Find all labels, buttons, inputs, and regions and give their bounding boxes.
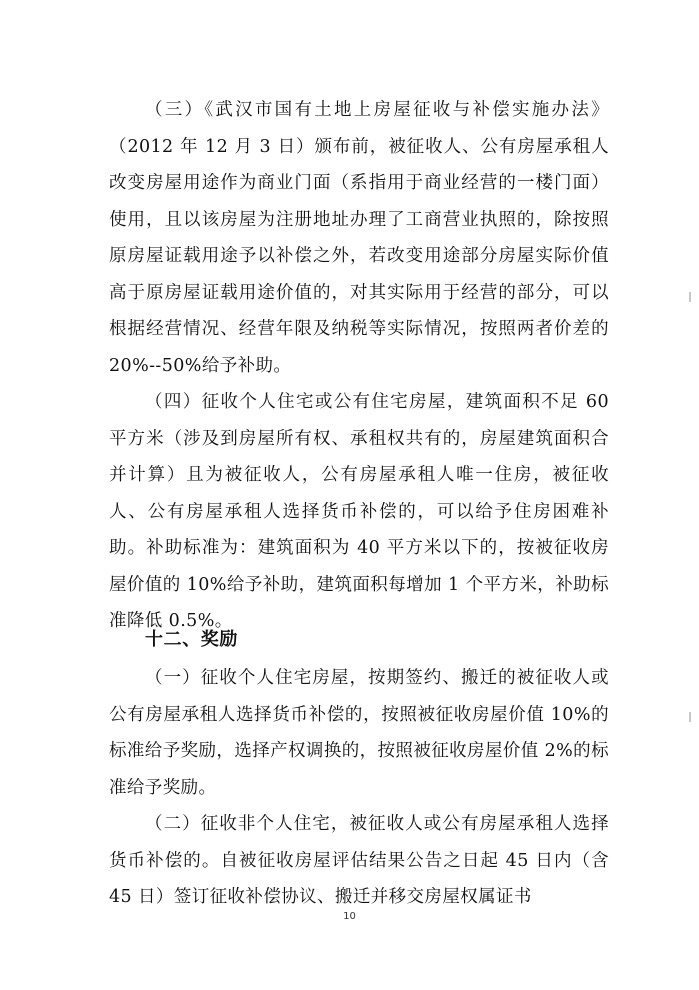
paragraph-reward-1-residential: （一）征收个人住宅房屋，按期签约、搬迁的被征收人或公有房屋承租人选择货币补偿的，按照被征收房屋价值 10%的标准给予奖励，选择产权调换的，按照被征收房屋价值 2%的标准给予奖励。 bbox=[109, 668, 609, 798]
page-number: 10 bbox=[343, 911, 356, 922]
paragraph-item-3-commercial-use: （三）《武汉市国有土地上房屋征收与补偿实施办法》（2012 年 12 月 3 日）颁布前，被征收人、公有房屋承租人改变房屋用途作为商业门面（系指用于商业经营的一楼门面）使用，且以该房屋为注册地址办理了工商营业执照的，除按照原房屋证载用途予以补偿之外，若改变用途部分房屋实际价值高于原房屋证载用途价值的，对其实际用于经营的部分，可以根据经营情况、经营年限及纳税等实际情况，按照两者价差的 20%--50%给予补助。 bbox=[109, 100, 609, 376]
scan-mark bbox=[689, 712, 691, 722]
paragraph-reward-2-non-residential: （二）征收非个人住宅，被征收人或公有房屋承租人选择货币补偿的。自被征收房屋评估结果公告之日起 45 日内（含 45 日）签订征收补偿协议、搬迁并移交房屋权属证书 bbox=[109, 814, 609, 907]
scan-mark bbox=[689, 292, 691, 302]
section-heading-rewards: 十二、奖励 bbox=[145, 629, 238, 650]
paragraph-item-4-housing-hardship: （四）征收个人住宅或公有住宅房屋，建筑面积不足 60 平方米（涉及到房屋所有权、承租权共有的，房屋建筑面积合并计算）且为被征收人，公有房屋承租人唯一住房，被征收人、公有房屋承租人选择货币补偿的，可以给予住房困难补助。补助标准为：建筑面积为 40 平方米以下的，按被征收房屋价值的 10%给予补助，建筑面积每增加 1 个平方米，补助标准降低 0.5%。 bbox=[109, 392, 609, 631]
